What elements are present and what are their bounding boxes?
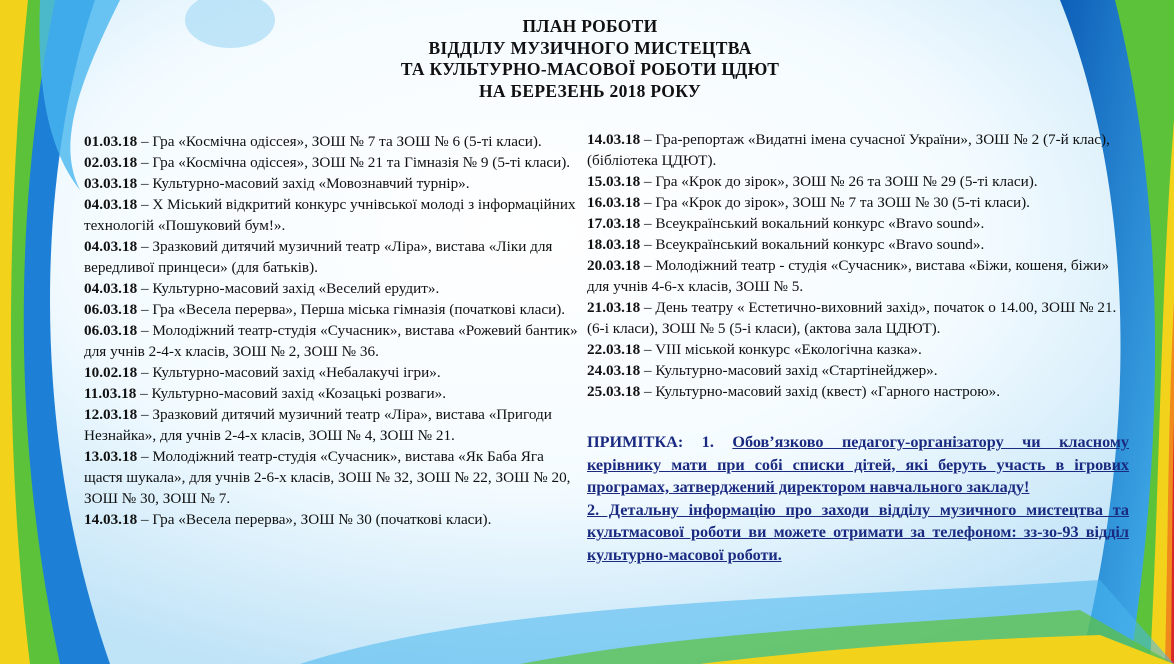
entry-text: – Х Міський відкритий конкурс учнівської молоді з інформаційних технологій «Пошуковий бум!». [84, 196, 576, 234]
schedule-entry [84, 236, 579, 278]
schedule-entry [84, 383, 579, 404]
schedule-entry [587, 213, 1132, 234]
entry-date: 10.02.18 [84, 364, 138, 381]
entry-date: 04.03.18 [84, 238, 138, 255]
entry-text: – Гра «Космічна одіссея», ЗОШ № 21 та Гімназія № 9 (5-ті класи). [137, 154, 571, 171]
schedule-entry [84, 131, 579, 152]
schedule-entry [84, 446, 579, 509]
entry-date: 22.03.18 [587, 341, 641, 358]
entry-text: – Гра-репортаж «Видатні імена сучасної України», ЗОШ № 2 (7-й клас), (бібліотека ЦДЮТ). [587, 131, 1110, 169]
entry-date: 20.03.18 [587, 257, 641, 274]
schedule-entry [587, 381, 1132, 402]
entry-text: – Гра «Космічна одіссея», ЗОШ № 7 та ЗОШ № 6 (5-ті класи). [137, 133, 542, 150]
schedule-entry [84, 509, 579, 530]
schedule-entry [84, 404, 579, 446]
note-paragraph-2: 2. Детальну інформацію про заходи відділу музичного мистецтва та культмасової роботи ви можете отримати за телефоном: зз-зо-93 відділ культурно-масової роботи. [587, 500, 1129, 564]
schedule-entry [587, 339, 1132, 360]
entry-text: – Молодіжний театр - студія «Сучасник», вистава «Біжи, кошеня, біжи» для учнів 4-6-х класів, ЗОШ № 5. [587, 257, 1109, 295]
entry-text: – Культурно-масовий захід «Небалакучі ігри». [137, 364, 441, 381]
entry-date: 03.03.18 [84, 175, 138, 192]
note-block [587, 431, 1129, 566]
title-line-1: ПЛАН РОБОТИ [522, 16, 658, 36]
entry-text: – Культурно-масовий захід «Веселий ерудит». [137, 280, 440, 297]
schedule-entry [84, 362, 579, 383]
entry-date: 13.03.18 [84, 448, 138, 465]
entry-text: – Всеукраїнський вокальний конкурс «Bravo sound». [640, 236, 985, 253]
entry-text: – Молодіжний театр-студія «Сучасник», вистава «Рожевий бантик» для учнів 2-4-х класів, ЗОШ № 2, ЗОШ № 36. [84, 322, 578, 360]
schedule-entry [587, 234, 1132, 255]
entry-date: 04.03.18 [84, 280, 138, 297]
title-line-2: ВІДДІЛУ МУЗИЧНОГО МИСТЕЦТВА [428, 37, 752, 58]
page-title [270, 16, 910, 102]
entry-date: 15.03.18 [587, 173, 641, 190]
entry-date: 12.03.18 [84, 406, 138, 423]
note-label: ПРИМІТКА: 1. [587, 433, 733, 451]
entry-text: – Культурно-масовий захід (квест) «Гарного настрою». [640, 383, 1000, 400]
entry-date: 18.03.18 [587, 236, 641, 253]
entry-date: 01.03.18 [84, 133, 138, 150]
entry-text: – Гра «Весела перерва», ЗОШ № 30 (початкові класи). [137, 511, 492, 528]
entry-date: 02.03.18 [84, 154, 138, 171]
schedule-entry [587, 171, 1132, 192]
entry-date: 24.03.18 [587, 362, 641, 379]
entry-text: – Всеукраїнський вокальний конкурс «Bravo sound». [640, 215, 985, 232]
entry-date: 25.03.18 [587, 383, 641, 400]
title-line-3: ТА КУЛЬТУРНО-МАСОВОЇ РОБОТИ ЦДЮТ [400, 59, 780, 79]
schedule-entry [587, 360, 1132, 381]
note-text-1: Обов’язково педагогу-організатору чи класному керівнику мати при собі списки дітей, які беруть участь в ігрових програмах, затверджений директором навчального закладу! [587, 433, 1129, 496]
entry-text: – Культурно-масовий захід «Стартінейджер». [640, 362, 938, 379]
schedule-entry [587, 255, 1132, 297]
entry-text: – Гра «Крок до зірок», ЗОШ № 7 та ЗОШ № 30 (5-ті класи). [640, 194, 1030, 211]
entry-text: – Гра «Весела перерва», Перша міська гімназія (початкові класи). [137, 301, 566, 318]
entry-text: – Культурно-масовий захід «Мовознавчий турнір». [137, 175, 470, 192]
entry-date: 16.03.18 [587, 194, 641, 211]
entry-date: 06.03.18 [84, 301, 138, 318]
schedule-entry [587, 297, 1132, 339]
schedule-entry [84, 194, 579, 236]
title-line-4: НА БЕРЕЗЕНЬ 2018 РОКУ [479, 80, 701, 101]
schedule-entry [84, 299, 579, 320]
entry-text: – VIII міськой конкурс «Екологічна казка». [640, 341, 922, 358]
entry-date: 04.03.18 [84, 196, 138, 213]
entry-text: – Молодіжний театр-студія «Сучасник», вистава «Як Баба Яга щастя шукала», для учнів 2-6-х класів, ЗОШ № 32, ЗОШ № 22, ЗОШ № 20, ЗОШ № 30, ЗОШ № 7. [84, 448, 571, 507]
entry-date: 14.03.18 [84, 511, 138, 528]
entry-text: – Зразковий дитячий музичний театр «Ліра», вистава «Пригоди Незнайка», для учнів 2-4-х класів, ЗОШ № 4, ЗОШ № 21. [84, 406, 552, 444]
schedule-entry [84, 173, 579, 194]
right-schedule-column [587, 129, 1132, 402]
note-paragraph-1 [587, 431, 1129, 499]
entry-text: – Культурно-масовий захід «Козацькі розваги». [136, 385, 447, 402]
entry-date: 21.03.18 [587, 299, 641, 316]
entry-date: 14.03.18 [587, 131, 641, 148]
schedule-entry [84, 320, 579, 362]
schedule-entry [84, 152, 579, 173]
schedule-entry [587, 192, 1132, 213]
left-schedule-column [84, 131, 579, 530]
entry-date: 06.03.18 [84, 322, 138, 339]
schedule-entry [84, 278, 579, 299]
entry-text: – День театру « Естетично-виховний захід», початок о 14.00, ЗОШ № 21.(6-і класи), ЗОШ № 5 (5-і класи), (актова зала ЦДЮТ). [587, 299, 1117, 337]
entry-text: – Гра «Крок до зірок», ЗОШ № 26 та ЗОШ № 29 (5-ті класи). [640, 173, 1038, 190]
entry-date: 11.03.18 [84, 385, 137, 402]
entry-date: 17.03.18 [587, 215, 641, 232]
entry-text: – Зразковий дитячий музичний театр «Ліра», вистава «Ліки для вередливої принцеси» (для батьків). [84, 238, 553, 276]
schedule-entry [587, 129, 1132, 171]
